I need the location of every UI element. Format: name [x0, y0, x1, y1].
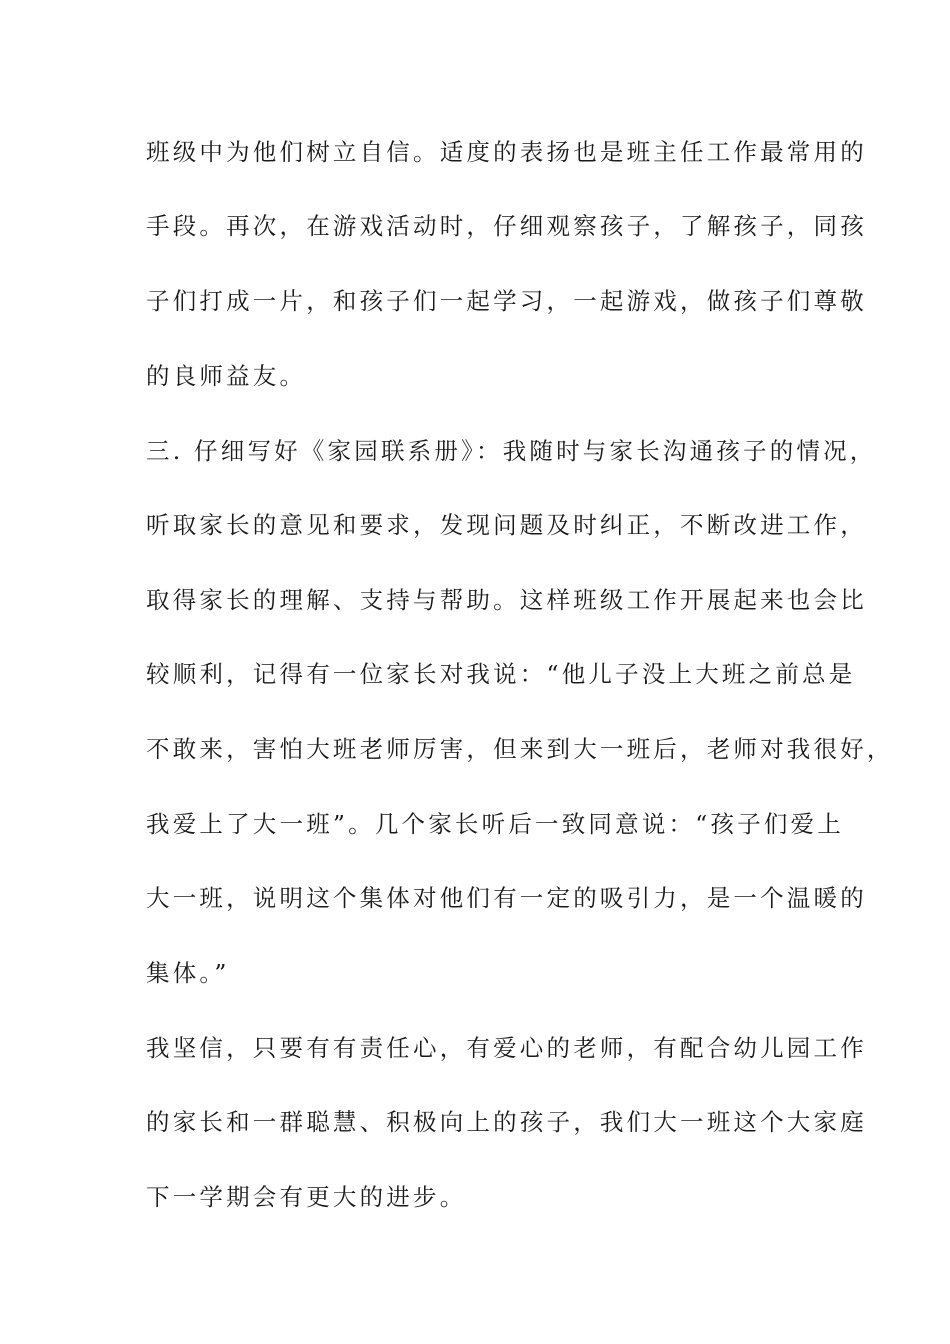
- text-line: 听取家长的意见和要求，发现问题及时纠正，不断改进工作，: [146, 511, 867, 539]
- text-line: 的良师益友。: [146, 362, 307, 390]
- text-line: 班级中为他们树立自信。适度的表扬也是班主任工作最常用的: [146, 138, 867, 166]
- text-line: 的家长和一群聪慧、积极向上的孩子，我们大一班这个大家庭: [146, 1108, 867, 1136]
- text-line: 较顺利，记得有一位家长对我说：“他儿子没上大班之前总是: [146, 660, 856, 688]
- text-line: 我坚信，只要有有责任心，有爱心的老师，有配合幼儿园工作: [146, 1034, 867, 1062]
- section-heading-line: 三. 仔细写好《家园联系册》：我随时与家长沟通孩子的情况，: [146, 437, 877, 465]
- text-line: 我爱上了大一班”。几个家长听后一致同意说：“孩子们爱上: [146, 810, 844, 838]
- text-line: 子们打成一片，和孩子们一起学习，一起游戏，做孩子们尊敬: [146, 287, 867, 315]
- text-line: 大一班，说明这个集体对他们有一定的吸引力，是一个温暖的: [146, 884, 867, 912]
- text-line: 不敢来，害怕大班老师厉害，但来到大一班后，老师对我很好，: [146, 735, 894, 763]
- text-line: 下一学期会有更大的进步。: [146, 1183, 467, 1211]
- text-line: 集体。”: [146, 959, 230, 987]
- text-line: 取得家长的理解、支持与帮助。这样班级工作开展起来也会比: [146, 586, 867, 614]
- text-line: 手段。再次，在游戏活动时，仔细观察孩子，了解孩子，同孩: [146, 212, 867, 240]
